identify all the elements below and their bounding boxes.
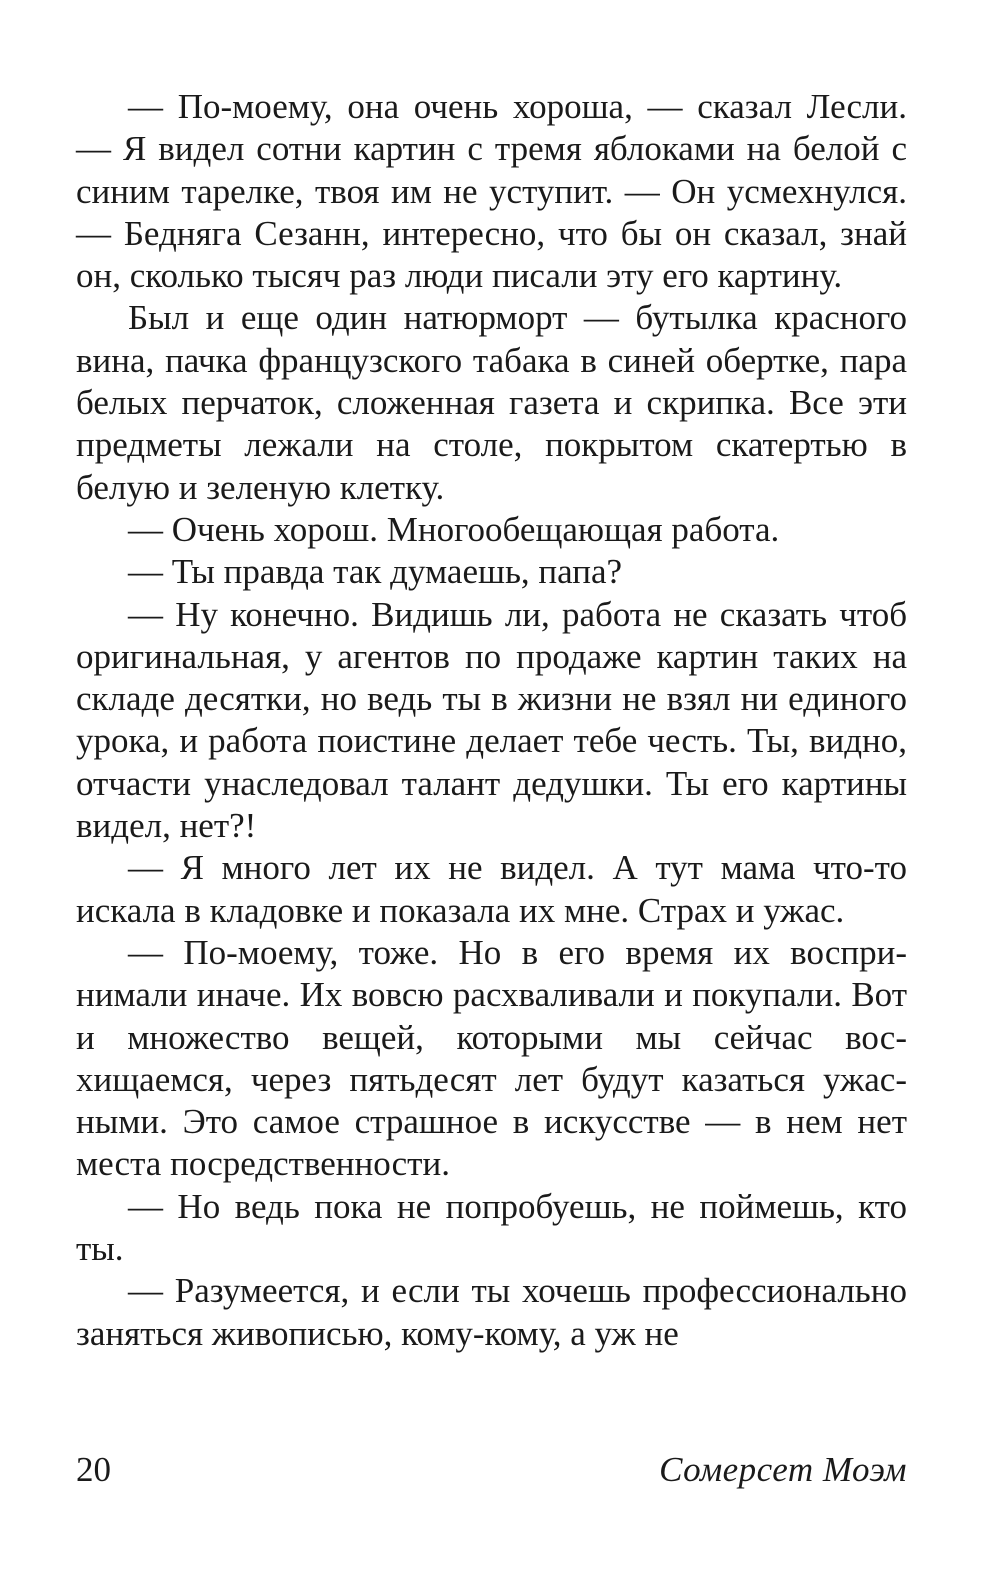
paragraph: — По-моему, она очень хороша, — сказал Лесли. — Я видел сотни картин с тремя яблоками на белой с синим тарелке, твоя им не уступит. — Он усмехнулся. — Бедняга Сезанн, интересно, что бы он сказал, знай он, сколько тысяч раз люди писали эту его картину. xyxy=(76,87,907,296)
page-number: 20 xyxy=(76,1450,111,1489)
paragraph: — Ты правда так думаешь, папа? xyxy=(128,552,623,592)
paragraph: — Разумеется, и если ты хочешь профессионально заняться живописью, кому-кому, а уж не xyxy=(76,1271,907,1353)
paragraph: — По-моему, тоже. Но в его время их воспринимали иначе. Их вовсю расхваливали и покупали. Вот и множество вещей, которыми мы сейчас восхищаемся, через пятьдесят лет будут казаться ужасными. Это самое страшное в искусстве — в нем нет места посредственности. xyxy=(76,932,907,1184)
paragraph: Был и еще один натюрморт — бутылка красного вина, пачка французского табака в синей обертке, пара белых перчаток, сложенная газета и скрипка. Все эти предметы лежали на столе, покрытом скатертью в белую и зеленую клетку. xyxy=(76,298,907,507)
paragraph: — Я много лет их не видел. А тут мама что-то искала в кладовке и показала их мне. Страх и ужас. xyxy=(76,848,907,930)
page-footer xyxy=(76,1450,907,1500)
paragraph: — Ну конечно. Видишь ли, работа не сказать чтоб оригинальная, у агентов по продаже картин таких на складе десятки, но ведь ты в жизни не взял ни единого урока, и работа поистине делает тебе честь. Ты, видно, отчасти унаследовал талант дедушки. Ты его картины видел, нет?! xyxy=(76,594,907,846)
page-body xyxy=(76,86,907,1355)
running-footer-author: Сомерсет Моэм xyxy=(659,1450,907,1489)
paragraph: — Но ведь пока не попробуешь, не поймешь, кто ты. xyxy=(76,1186,907,1269)
paragraph: — Очень хорош. Многообещающая работа. xyxy=(128,509,780,549)
